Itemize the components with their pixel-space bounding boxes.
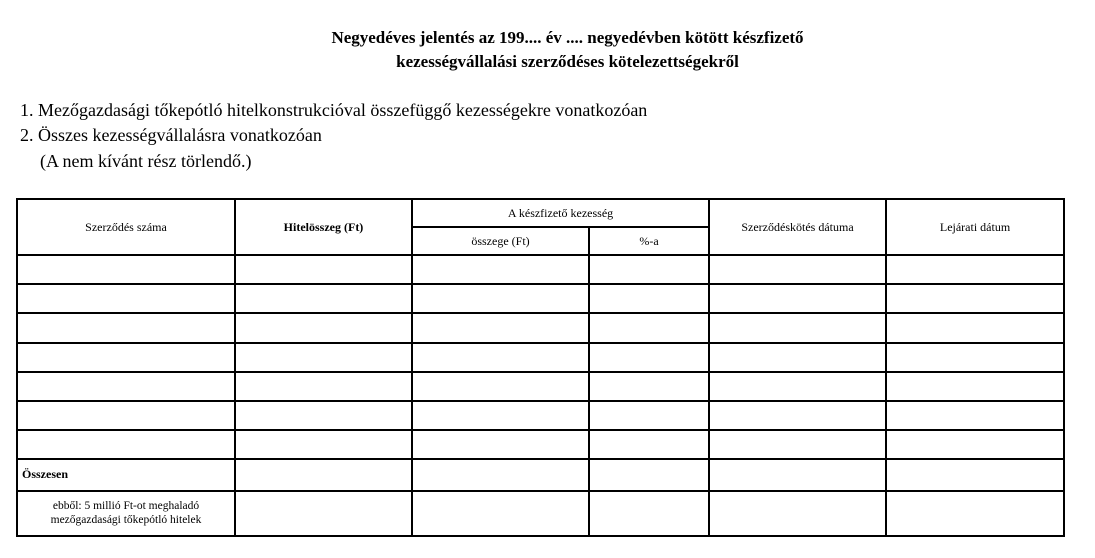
table-cell (886, 459, 1064, 490)
table-cell (589, 255, 709, 284)
table-cell (589, 343, 709, 372)
table-cell (17, 343, 235, 372)
table-cell (412, 372, 589, 401)
table-cell (17, 401, 235, 430)
table-cell (589, 401, 709, 430)
table-cell (589, 284, 709, 313)
table-cell (17, 430, 235, 459)
table-cell (709, 313, 886, 342)
table-cell (235, 430, 412, 459)
table-cell (709, 343, 886, 372)
table-cell (235, 255, 412, 284)
option-item-1: 1. Mezőgazdasági tőkepótló hitelkonstrukcióval összefüggő kezességekre vonatkozóan (20, 100, 648, 120)
table-cell (235, 372, 412, 401)
table-cell (412, 343, 589, 372)
table-cell (412, 430, 589, 459)
table-cell (589, 491, 709, 536)
table-cell (412, 313, 589, 342)
header-guarantee-amount: összege (Ft) (412, 227, 589, 255)
table-cell (886, 284, 1064, 313)
header-contract-date: Szerződéskötés dátuma (709, 199, 886, 255)
table-cell (709, 255, 886, 284)
table-row (17, 255, 1064, 284)
subtotal-row (17, 491, 1064, 536)
header-guarantee-percent: %-a (589, 227, 709, 255)
table-cell (886, 401, 1064, 430)
table-cell (235, 313, 412, 342)
table-cell (235, 491, 412, 536)
header-due-date: Lejárati dátum (886, 199, 1064, 255)
table-cell (17, 372, 235, 401)
table-cell (709, 459, 886, 490)
table-cell (886, 430, 1064, 459)
table-row (17, 284, 1064, 313)
table-cell (235, 284, 412, 313)
total-label: Összesen (17, 459, 235, 490)
table-cell (886, 255, 1064, 284)
table-cell (589, 459, 709, 490)
table-cell (412, 255, 589, 284)
table-cell (412, 401, 589, 430)
table-cell (235, 343, 412, 372)
table-row (17, 372, 1064, 401)
table-row (17, 343, 1064, 372)
table-cell (709, 430, 886, 459)
table-cell (709, 401, 886, 430)
header-guarantee-group: A készfizető kezesség (412, 199, 709, 227)
table-cell (886, 372, 1064, 401)
table-row (17, 430, 1064, 459)
table-cell (17, 284, 235, 313)
table-cell (709, 491, 886, 536)
table-cell (17, 313, 235, 342)
table-cell (589, 372, 709, 401)
table-cell (589, 313, 709, 342)
report-table (16, 198, 1065, 537)
table-cell (235, 459, 412, 490)
report-title-line-2: kezességvállalási szerződéses kötelezettségekről (396, 52, 739, 71)
subtotal-label: ebből: 5 millió Ft-ot meghaladó mezőgazdasági tőkepótló hitelek (17, 491, 235, 536)
table-cell (235, 401, 412, 430)
table-cell (412, 284, 589, 313)
table-row (17, 313, 1064, 342)
table-row (17, 401, 1064, 430)
table-cell (589, 430, 709, 459)
header-contract-number: Szerződés száma (17, 199, 235, 255)
table-cell (709, 372, 886, 401)
table-cell (17, 255, 235, 284)
option-item-2: 2. Összes kezességvállalásra vonatkozóan (20, 125, 322, 145)
option-note: (A nem kívánt rész törlendő.) (40, 151, 252, 171)
table-cell (412, 459, 589, 490)
table-cell (886, 491, 1064, 536)
table-cell (412, 491, 589, 536)
table-cell (886, 313, 1064, 342)
total-row (17, 459, 1064, 490)
table-cell (886, 343, 1064, 372)
header-loan-amount: Hitelösszeg (Ft) (235, 199, 412, 255)
report-title-line-1: Negyedéves jelentés az 199.... év .... negyedévben kötött készfizető (331, 28, 804, 47)
table-cell (709, 284, 886, 313)
